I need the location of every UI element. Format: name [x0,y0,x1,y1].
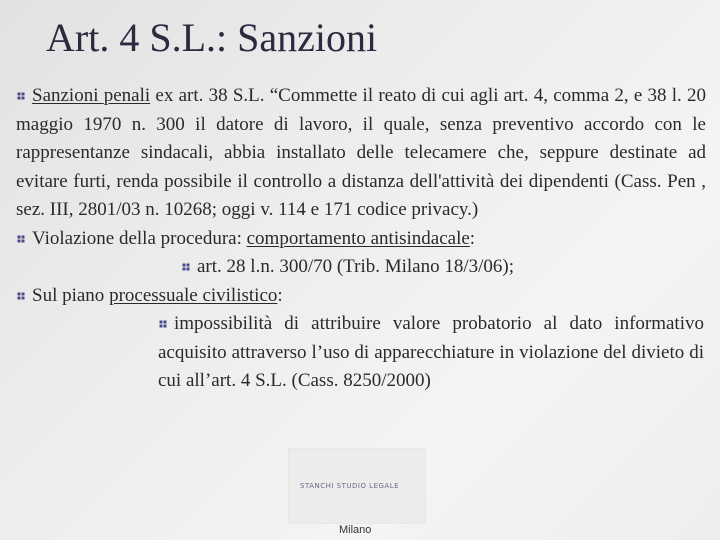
paragraph-text: Sul piano [32,284,110,306]
bullet-piano-processuale [16,282,706,311]
bullet-violazione-procedura [16,225,706,254]
diamond-bullet-icon [16,91,26,101]
diamond-bullet-icon [16,234,26,244]
diamond-bullet-icon [181,262,191,272]
paragraph-text: impossibilità di attribuire valore probatorio al dato informativo acquisito attraverso l’uso di apparecchiature in violazione del divieto di cui all’art. 4 S.L. (Cass. 8250/2000) [158,313,704,391]
paragraph-text: : [469,227,476,249]
slide-content [16,82,706,396]
underlined-text: comportamento antisindacale [246,227,470,249]
sub-bullet-impossibilita [16,310,704,396]
paragraph-text: art. 28 l.n. 300/70 (Trib. Milano 18/3/06); [197,256,515,277]
paragraph-text: Violazione della procedura: [32,227,247,249]
sub-bullet-art28 [16,253,706,282]
underlined-text: Sanzioni [32,85,104,106]
paragraph-text: ex art. 38 S.L. “Commette il reato di cui agli art. 4, comma 2, e 38 l. 20 maggio 1970 n. 300 il datore di lavoro, il quale, senza preventivo accordo con le rappresentanze sindacali, abbia installato delle telecamere che, seppure destinate ad evitare furti, renda possibile il controllo a distanza dell'attività dei dipendenti (Cass. Pen , sez. III, 2801/03 n. 10268; oggi v. 114 e 171 codice privacy.) [16,85,706,220]
slide-title: Art. 4 S.L.: Sanzioni [46,15,378,60]
underlined-text: processuale civilistico [109,284,278,306]
logo-text: STANCHI STUDIO LEGALE [300,482,400,490]
bullet-sanzioni-penali [16,82,706,225]
diamond-bullet-icon [16,291,26,301]
footer-city: Milano [339,524,372,536]
paragraph-text: : [277,284,283,306]
underlined-text: penali [103,85,151,106]
diamond-bullet-icon [158,319,168,329]
